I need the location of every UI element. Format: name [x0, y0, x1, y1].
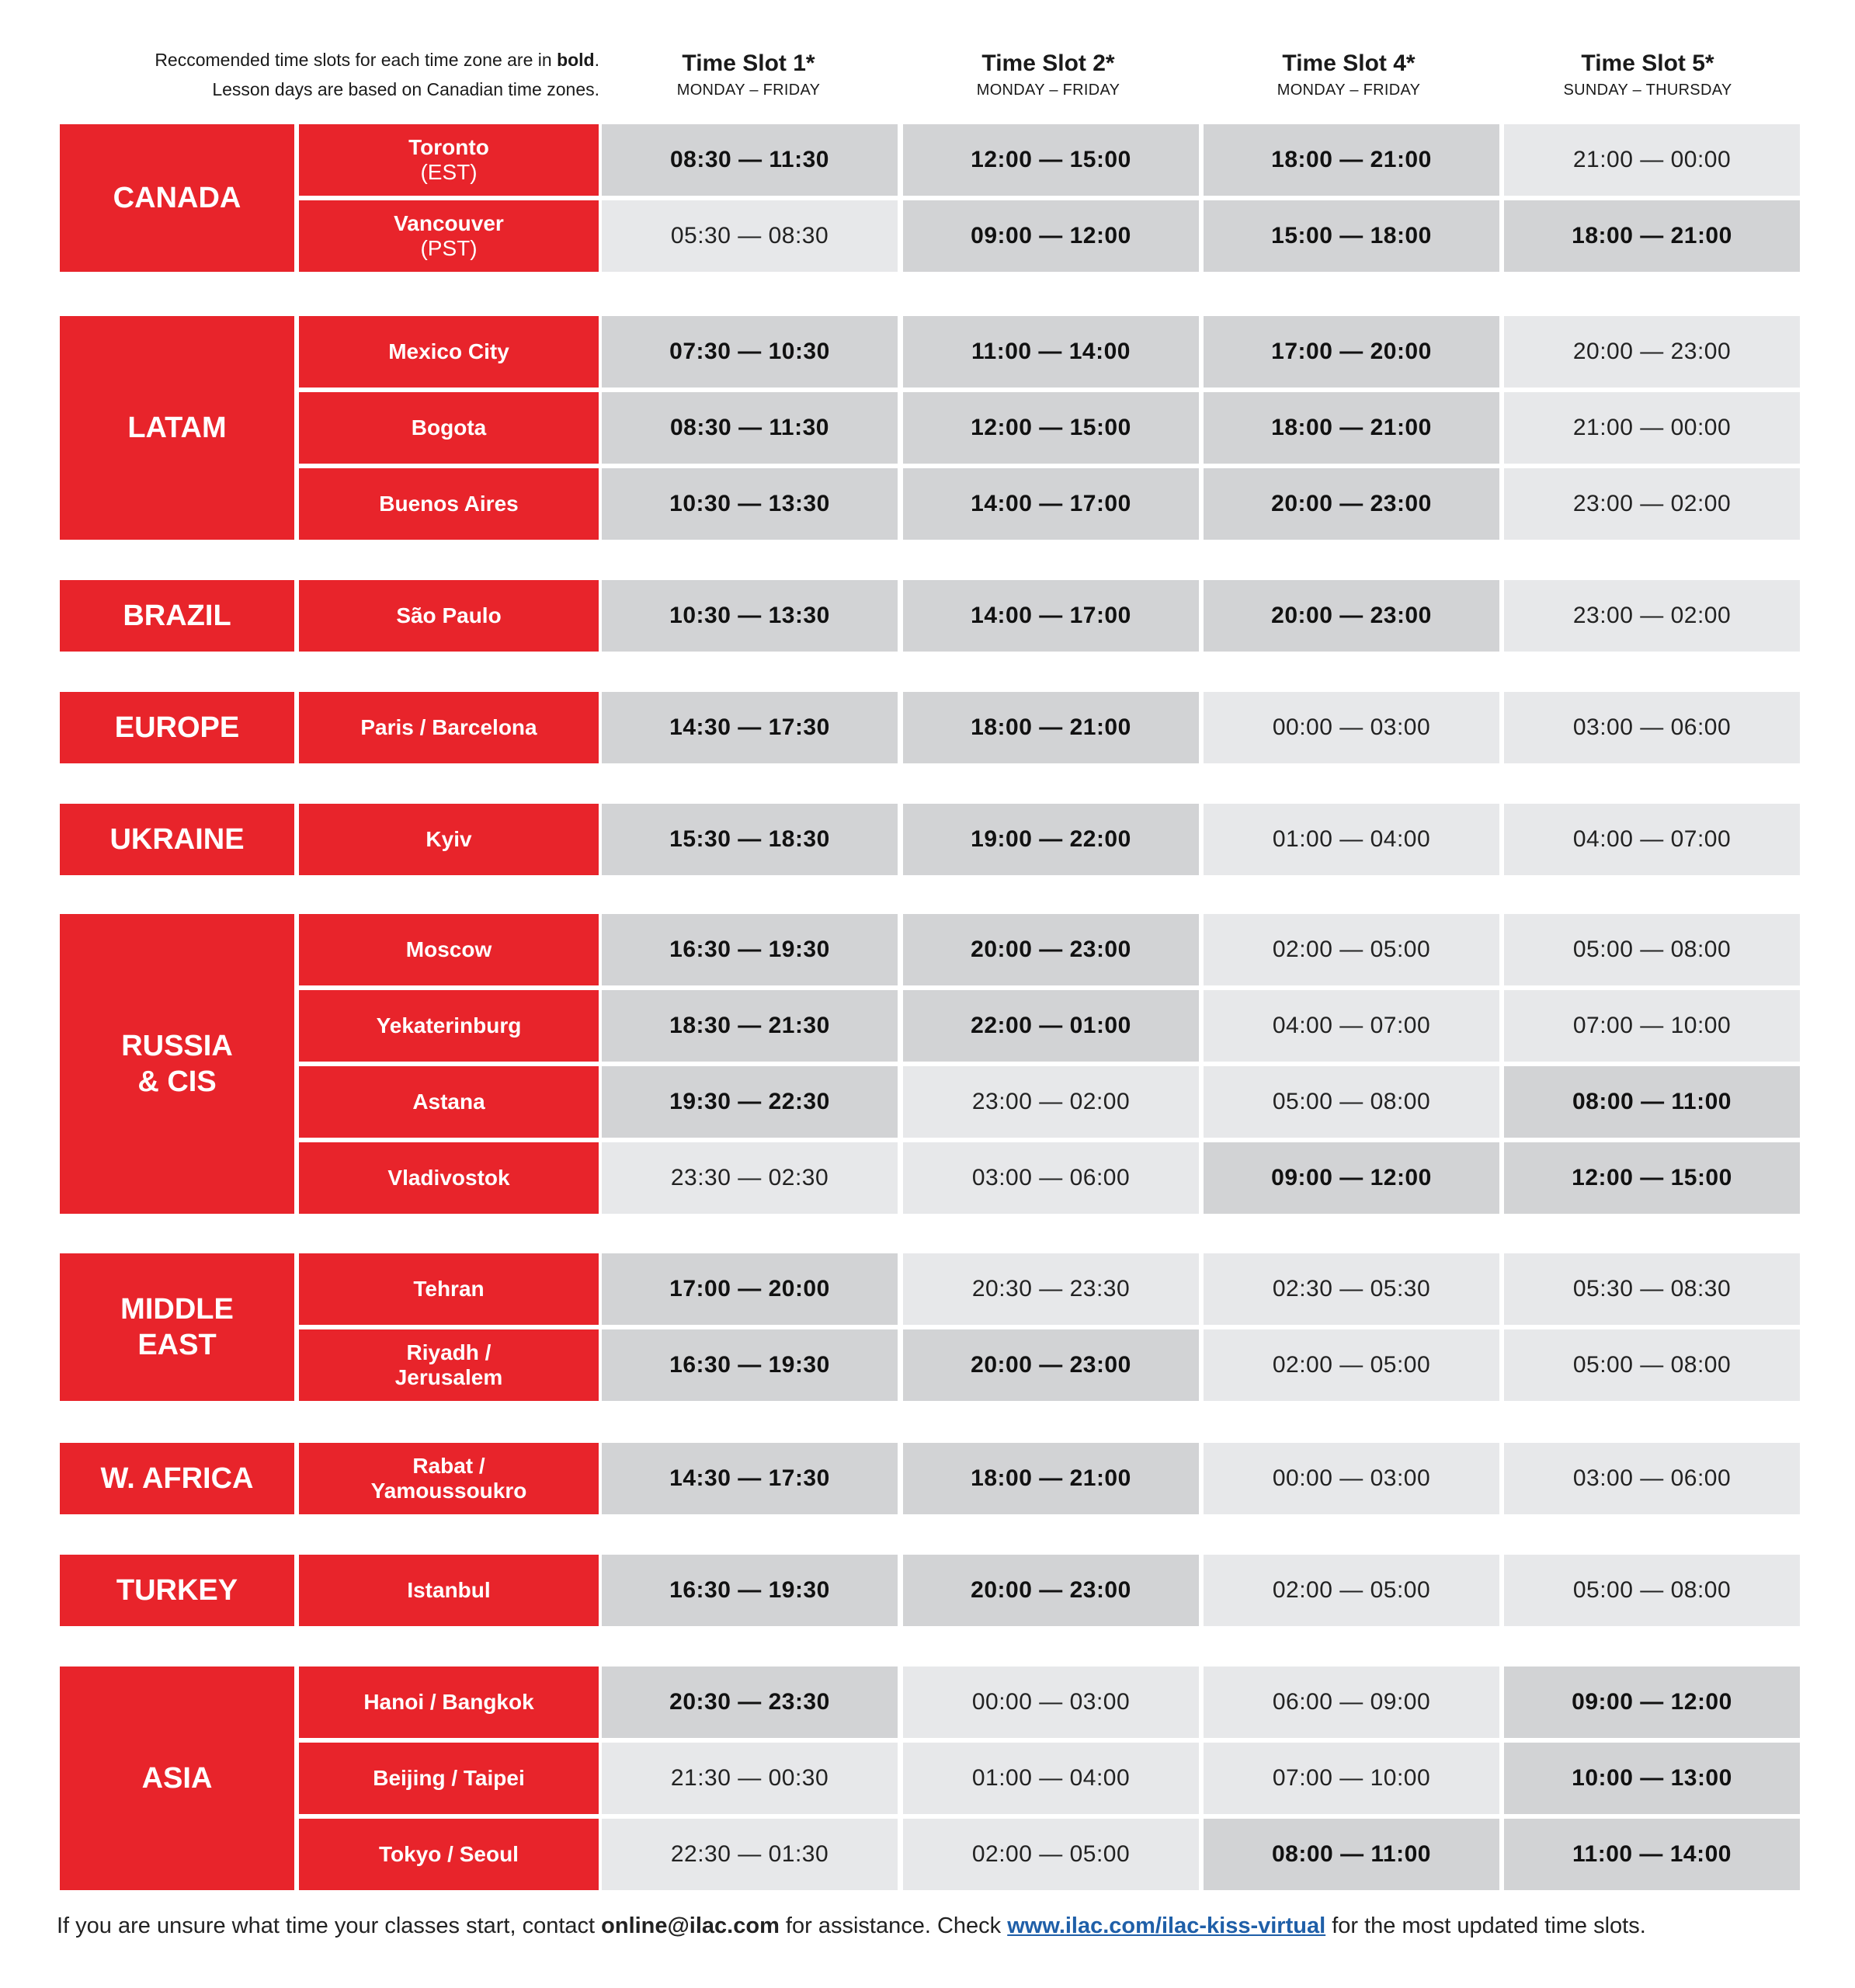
city-name: Tehran	[413, 1277, 485, 1301]
recommended-time-range: 19:00 — 22:00	[971, 826, 1131, 852]
time-range: 05:00 — 08:00	[1572, 1577, 1732, 1603]
header-time-slot-2	[899, 48, 1197, 101]
region-label: RUSSIA & CIS	[121, 1030, 233, 1098]
city-vladivostok	[299, 1142, 599, 1214]
region-label: TURKEY	[116, 1574, 238, 1607]
time-slot-cell	[602, 1819, 898, 1890]
footer-text-post: for the most updated time slots.	[1325, 1913, 1646, 1938]
city-name: Yekaterinburg	[376, 1013, 522, 1037]
time-slot-cell	[903, 200, 1199, 272]
recommended-time-range: 22:00 — 01:00	[971, 1013, 1131, 1038]
time-range: 20:00 — 23:00	[1572, 339, 1732, 364]
time-range: 05:00 — 08:00	[1272, 1089, 1431, 1114]
time-range: 00:00 — 03:00	[1272, 1465, 1431, 1491]
city-timezone: (PST)	[420, 236, 478, 260]
time-slot-cell	[1204, 1555, 1499, 1626]
time-slot-cell	[602, 468, 898, 540]
recommended-time-range: 19:30 — 22:30	[669, 1089, 830, 1114]
recommended-time-range: 14:00 — 17:00	[971, 491, 1131, 516]
city-timezone: (EST)	[420, 160, 478, 184]
region-ukraine	[60, 804, 294, 875]
time-range: 06:00 — 09:00	[1272, 1689, 1431, 1715]
city-name: Rabat / Yamoussoukro	[370, 1454, 527, 1503]
header-title: Time Slot 5*	[1581, 50, 1714, 76]
time-slot-cell	[602, 804, 898, 875]
city-s-o-paulo	[299, 580, 599, 652]
recommended-time-range: 20:00 — 23:00	[1271, 603, 1432, 628]
time-slot-cell	[903, 692, 1199, 763]
region-turkey	[60, 1555, 294, 1626]
region-label: UKRAINE	[109, 823, 245, 856]
city-name: São Paulo	[396, 603, 502, 627]
time-range: 07:00 — 10:00	[1572, 1013, 1732, 1038]
time-range: 02:30 — 05:30	[1272, 1276, 1431, 1302]
time-slot-cell	[602, 1667, 898, 1738]
time-slot-cell	[903, 914, 1199, 985]
city-hanoi-bangkok	[299, 1667, 599, 1738]
time-slot-cell	[903, 1555, 1199, 1626]
time-slot-cell	[1504, 1329, 1800, 1401]
legend-note-bold-word: bold	[557, 50, 595, 70]
recommended-time-range: 14:00 — 17:00	[971, 603, 1131, 628]
region-label: ASIA	[141, 1762, 213, 1795]
time-range: 00:00 — 03:00	[971, 1689, 1131, 1715]
footer-text-mid: for assistance. Check	[779, 1913, 1008, 1938]
city-name: Astana	[412, 1090, 485, 1114]
time-range: 01:00 — 04:00	[1272, 826, 1431, 852]
time-slot-cell	[1504, 692, 1800, 763]
recommended-time-range: 18:00 — 21:00	[971, 714, 1131, 740]
region-brazil	[60, 580, 294, 652]
time-slot-cell	[903, 580, 1199, 652]
recommended-time-range: 11:00 — 14:00	[1572, 1841, 1732, 1867]
legend-note	[47, 45, 599, 104]
recommended-time-range: 14:30 — 17:30	[669, 714, 830, 740]
time-range: 05:00 — 08:00	[1572, 937, 1732, 962]
time-range: 02:00 — 05:00	[1272, 1577, 1431, 1603]
city-name: Moscow	[405, 937, 492, 961]
city-yekaterinburg	[299, 990, 599, 1062]
city-beijing-taipei	[299, 1743, 599, 1814]
recommended-time-range: 10:00 — 13:00	[1572, 1765, 1732, 1791]
recommended-time-range: 08:30 — 11:30	[670, 415, 829, 440]
header-time-slot-4	[1200, 48, 1498, 101]
recommended-time-range: 16:30 — 19:30	[669, 1577, 830, 1603]
city-paris-barcelona	[299, 692, 599, 763]
time-range: 05:30 — 08:30	[670, 223, 829, 248]
city-name: Vladivostok	[387, 1166, 510, 1190]
recommended-time-range: 18:00 — 21:00	[1271, 415, 1432, 440]
time-slot-cell	[903, 124, 1199, 196]
time-slot-cell	[1504, 804, 1800, 875]
header-days: MONDAY – FRIDAY	[976, 82, 1120, 99]
recommended-time-range: 20:00 — 23:00	[971, 1352, 1131, 1378]
time-slot-cell	[1204, 1743, 1499, 1814]
time-slot-cell	[1504, 1555, 1800, 1626]
recommended-time-range: 14:30 — 17:30	[669, 1465, 830, 1491]
city-vancouver	[299, 200, 599, 272]
time-range: 05:00 — 08:00	[1572, 1352, 1732, 1378]
time-slot-cell	[602, 124, 898, 196]
time-slot-cell	[1504, 1443, 1800, 1514]
time-slot-cell	[903, 1329, 1199, 1401]
header-days: MONDAY – FRIDAY	[676, 82, 821, 99]
city-istanbul	[299, 1555, 599, 1626]
time-range: 23:00 — 02:00	[1572, 491, 1732, 516]
time-slot-cell	[1204, 804, 1499, 875]
header-time-slot-5	[1499, 48, 1797, 101]
city-astana	[299, 1066, 599, 1138]
header-days: SUNDAY – THURSDAY	[1563, 82, 1732, 99]
time-slot-cell	[903, 392, 1199, 464]
time-slot-cell	[1504, 914, 1800, 985]
header-title: Time Slot 2*	[981, 50, 1115, 76]
time-slot-cell	[602, 1142, 898, 1214]
time-range: 21:30 — 00:30	[670, 1765, 829, 1791]
recommended-time-range: 17:00 — 20:00	[669, 1276, 830, 1302]
time-slot-cell	[1204, 316, 1499, 388]
city-name: Riyadh / Jerusalem	[394, 1340, 503, 1389]
city-name: Bogota	[411, 415, 487, 440]
region-label: CANADA	[113, 182, 241, 214]
time-slot-cell	[1204, 1443, 1499, 1514]
region-latam	[60, 316, 294, 540]
header-title: Time Slot 4*	[1282, 50, 1416, 76]
time-range: 22:30 — 01:30	[670, 1841, 829, 1867]
time-slot-cell	[903, 1667, 1199, 1738]
time-slot-cell	[903, 468, 1199, 540]
time-slot-cell	[602, 1555, 898, 1626]
recommended-time-range: 20:30 — 23:30	[669, 1689, 830, 1715]
time-slot-cell	[1504, 316, 1800, 388]
recommended-time-range: 12:00 — 15:00	[971, 147, 1131, 172]
time-range: 21:00 — 00:00	[1572, 415, 1732, 440]
time-slot-cell	[1204, 1066, 1499, 1138]
time-slot-cell	[1204, 200, 1499, 272]
footer-link[interactable]: www.ilac.com/ilac-kiss-virtual	[1007, 1913, 1326, 1938]
recommended-time-range: 09:00 — 12:00	[971, 223, 1131, 248]
recommended-time-range: 20:00 — 23:00	[1271, 491, 1432, 516]
city-name: Hanoi / Bangkok	[363, 1690, 534, 1714]
region-label: LATAM	[127, 412, 227, 444]
recommended-time-range: 15:00 — 18:00	[1271, 223, 1432, 248]
time-slot-cell	[1504, 200, 1800, 272]
region-canada	[60, 124, 294, 272]
time-slot-cell	[602, 200, 898, 272]
time-slot-cell	[602, 392, 898, 464]
time-slot-cell	[903, 804, 1199, 875]
region-europe	[60, 692, 294, 763]
recommended-time-range: 18:00 — 21:00	[971, 1465, 1131, 1491]
recommended-time-range: 16:30 — 19:30	[669, 1352, 830, 1378]
recommended-time-range: 16:30 — 19:30	[669, 937, 830, 962]
time-slot-cell	[903, 1253, 1199, 1325]
recommended-time-range: 18:00 — 21:00	[1572, 223, 1732, 248]
recommended-time-range: 20:00 — 23:00	[971, 1577, 1131, 1603]
time-slot-cell	[1204, 580, 1499, 652]
time-range: 23:00 — 02:00	[971, 1089, 1131, 1114]
recommended-time-range: 09:00 — 12:00	[1572, 1689, 1732, 1715]
recommended-time-range: 12:00 — 15:00	[1572, 1165, 1732, 1190]
region-russia-cis	[60, 914, 294, 1214]
time-slot-cell	[1504, 124, 1800, 196]
time-slot-cell	[1504, 1142, 1800, 1214]
time-slot-cell	[1204, 914, 1499, 985]
city-name: Toronto	[408, 135, 489, 159]
time-range: 04:00 — 07:00	[1572, 826, 1732, 852]
recommended-time-range: 17:00 — 20:00	[1271, 339, 1432, 364]
city-name: Vancouver	[394, 211, 504, 235]
city-tokyo-seoul	[299, 1819, 599, 1890]
time-range: 05:30 — 08:30	[1572, 1276, 1732, 1302]
time-range: 00:00 — 03:00	[1272, 714, 1431, 740]
time-range: 02:00 — 05:00	[971, 1841, 1131, 1867]
footer-text-pre: If you are unsure what time your classes start, contact	[57, 1913, 602, 1938]
recommended-time-range: 10:30 — 13:30	[669, 603, 830, 628]
time-range: 23:00 — 02:00	[1572, 603, 1732, 628]
time-slot-cell	[1504, 1819, 1800, 1890]
legend-note-line2: Lesson days are based on Canadian time zones.	[212, 79, 599, 99]
time-slot-cell	[1204, 1142, 1499, 1214]
header-title: Time Slot 1*	[682, 50, 815, 76]
time-range: 03:00 — 06:00	[1572, 714, 1732, 740]
time-range: 23:30 — 02:30	[670, 1165, 829, 1190]
time-range: 20:30 — 23:30	[971, 1276, 1131, 1302]
time-slot-cell	[1504, 1253, 1800, 1325]
time-slot-cell	[1204, 1329, 1499, 1401]
time-slot-cell	[602, 1329, 898, 1401]
recommended-time-range: 20:00 — 23:00	[971, 937, 1131, 962]
time-slot-cell	[1204, 1253, 1499, 1325]
time-range: 21:00 — 00:00	[1572, 147, 1732, 172]
region-label: MIDDLE EAST	[120, 1293, 234, 1361]
city-bogota	[299, 392, 599, 464]
time-slot-cell	[1204, 692, 1499, 763]
region-label: BRAZIL	[123, 600, 231, 632]
time-range: 03:00 — 06:00	[971, 1165, 1131, 1190]
recommended-time-range: 10:30 — 13:30	[669, 491, 830, 516]
time-slot-cell	[602, 1743, 898, 1814]
time-range: 03:00 — 06:00	[1572, 1465, 1732, 1491]
city-tehran	[299, 1253, 599, 1325]
time-slot-cell	[903, 316, 1199, 388]
time-slot-cell	[1504, 392, 1800, 464]
city-rabat-yamoussoukro	[299, 1443, 599, 1514]
city-name: Paris / Barcelona	[360, 715, 537, 739]
city-toronto	[299, 124, 599, 196]
city-name: Mexico City	[388, 339, 509, 363]
region-middle-east	[60, 1253, 294, 1401]
time-slot-cell	[903, 1443, 1199, 1514]
time-slot-cell	[602, 1253, 898, 1325]
time-slot-cell	[602, 1443, 898, 1514]
time-slot-cell	[903, 1066, 1199, 1138]
legend-note-line1-post: .	[594, 50, 599, 70]
time-range: 04:00 — 07:00	[1272, 1013, 1431, 1038]
time-slot-cell	[602, 580, 898, 652]
time-slot-cell	[903, 1743, 1199, 1814]
time-slot-cell	[602, 692, 898, 763]
city-name: Beijing / Taipei	[373, 1766, 525, 1790]
header-days: MONDAY – FRIDAY	[1277, 82, 1421, 99]
time-slot-cell	[602, 914, 898, 985]
city-name: Kyiv	[426, 827, 472, 851]
city-riyadh-jerusalem	[299, 1329, 599, 1401]
recommended-time-range: 07:30 — 10:30	[669, 339, 830, 364]
time-slot-cell	[903, 990, 1199, 1062]
time-slot-cell	[602, 1066, 898, 1138]
time-slot-cell	[1504, 580, 1800, 652]
recommended-time-range: 18:30 — 21:30	[669, 1013, 830, 1038]
region-label: EUROPE	[114, 711, 240, 744]
recommended-time-range: 12:00 — 15:00	[971, 415, 1131, 440]
time-slot-cell	[1504, 468, 1800, 540]
recommended-time-range: 08:30 — 11:30	[670, 147, 829, 172]
footer-email: online@ilac.com	[601, 1913, 780, 1938]
time-slot-cell	[1504, 1667, 1800, 1738]
recommended-time-range: 09:00 — 12:00	[1271, 1165, 1432, 1190]
time-range: 07:00 — 10:00	[1272, 1765, 1431, 1791]
recommended-time-range: 15:30 — 18:30	[669, 826, 830, 852]
time-slot-cell	[1204, 1819, 1499, 1890]
city-name: Istanbul	[407, 1578, 491, 1602]
time-slot-cell	[1204, 1667, 1499, 1738]
region-w-africa	[60, 1443, 294, 1514]
city-moscow	[299, 914, 599, 985]
region-label: W. AFRICA	[100, 1462, 254, 1495]
recommended-time-range: 11:00 — 14:00	[971, 339, 1131, 364]
time-slot-cell	[1504, 1066, 1800, 1138]
time-range: 02:00 — 05:00	[1272, 937, 1431, 962]
recommended-time-range: 18:00 — 21:00	[1271, 147, 1432, 172]
time-range: 01:00 — 04:00	[971, 1765, 1131, 1791]
city-kyiv	[299, 804, 599, 875]
city-buenos-aires	[299, 468, 599, 540]
time-slot-cell	[903, 1142, 1199, 1214]
time-range: 02:00 — 05:00	[1272, 1352, 1431, 1378]
time-slot-cell	[1504, 1743, 1800, 1814]
city-name: Buenos Aires	[379, 492, 519, 516]
legend-note-line1-pre: Reccomended time slots for each time zone are in	[155, 50, 558, 70]
time-slot-cell	[602, 316, 898, 388]
footer-note	[57, 1910, 1827, 1941]
city-name: Tokyo / Seoul	[379, 1842, 519, 1866]
time-slot-cell	[1204, 124, 1499, 196]
header-time-slot-1	[599, 48, 898, 101]
time-slot-cell	[903, 1819, 1199, 1890]
recommended-time-range: 08:00 — 11:00	[1572, 1089, 1732, 1114]
time-slot-cell	[1204, 392, 1499, 464]
time-slot-cell	[1204, 468, 1499, 540]
time-slot-cell	[1204, 990, 1499, 1062]
time-slot-cell	[1504, 990, 1800, 1062]
time-slot-cell	[602, 990, 898, 1062]
city-mexico-city	[299, 316, 599, 388]
recommended-time-range: 08:00 — 11:00	[1272, 1841, 1431, 1867]
region-asia	[60, 1667, 294, 1890]
